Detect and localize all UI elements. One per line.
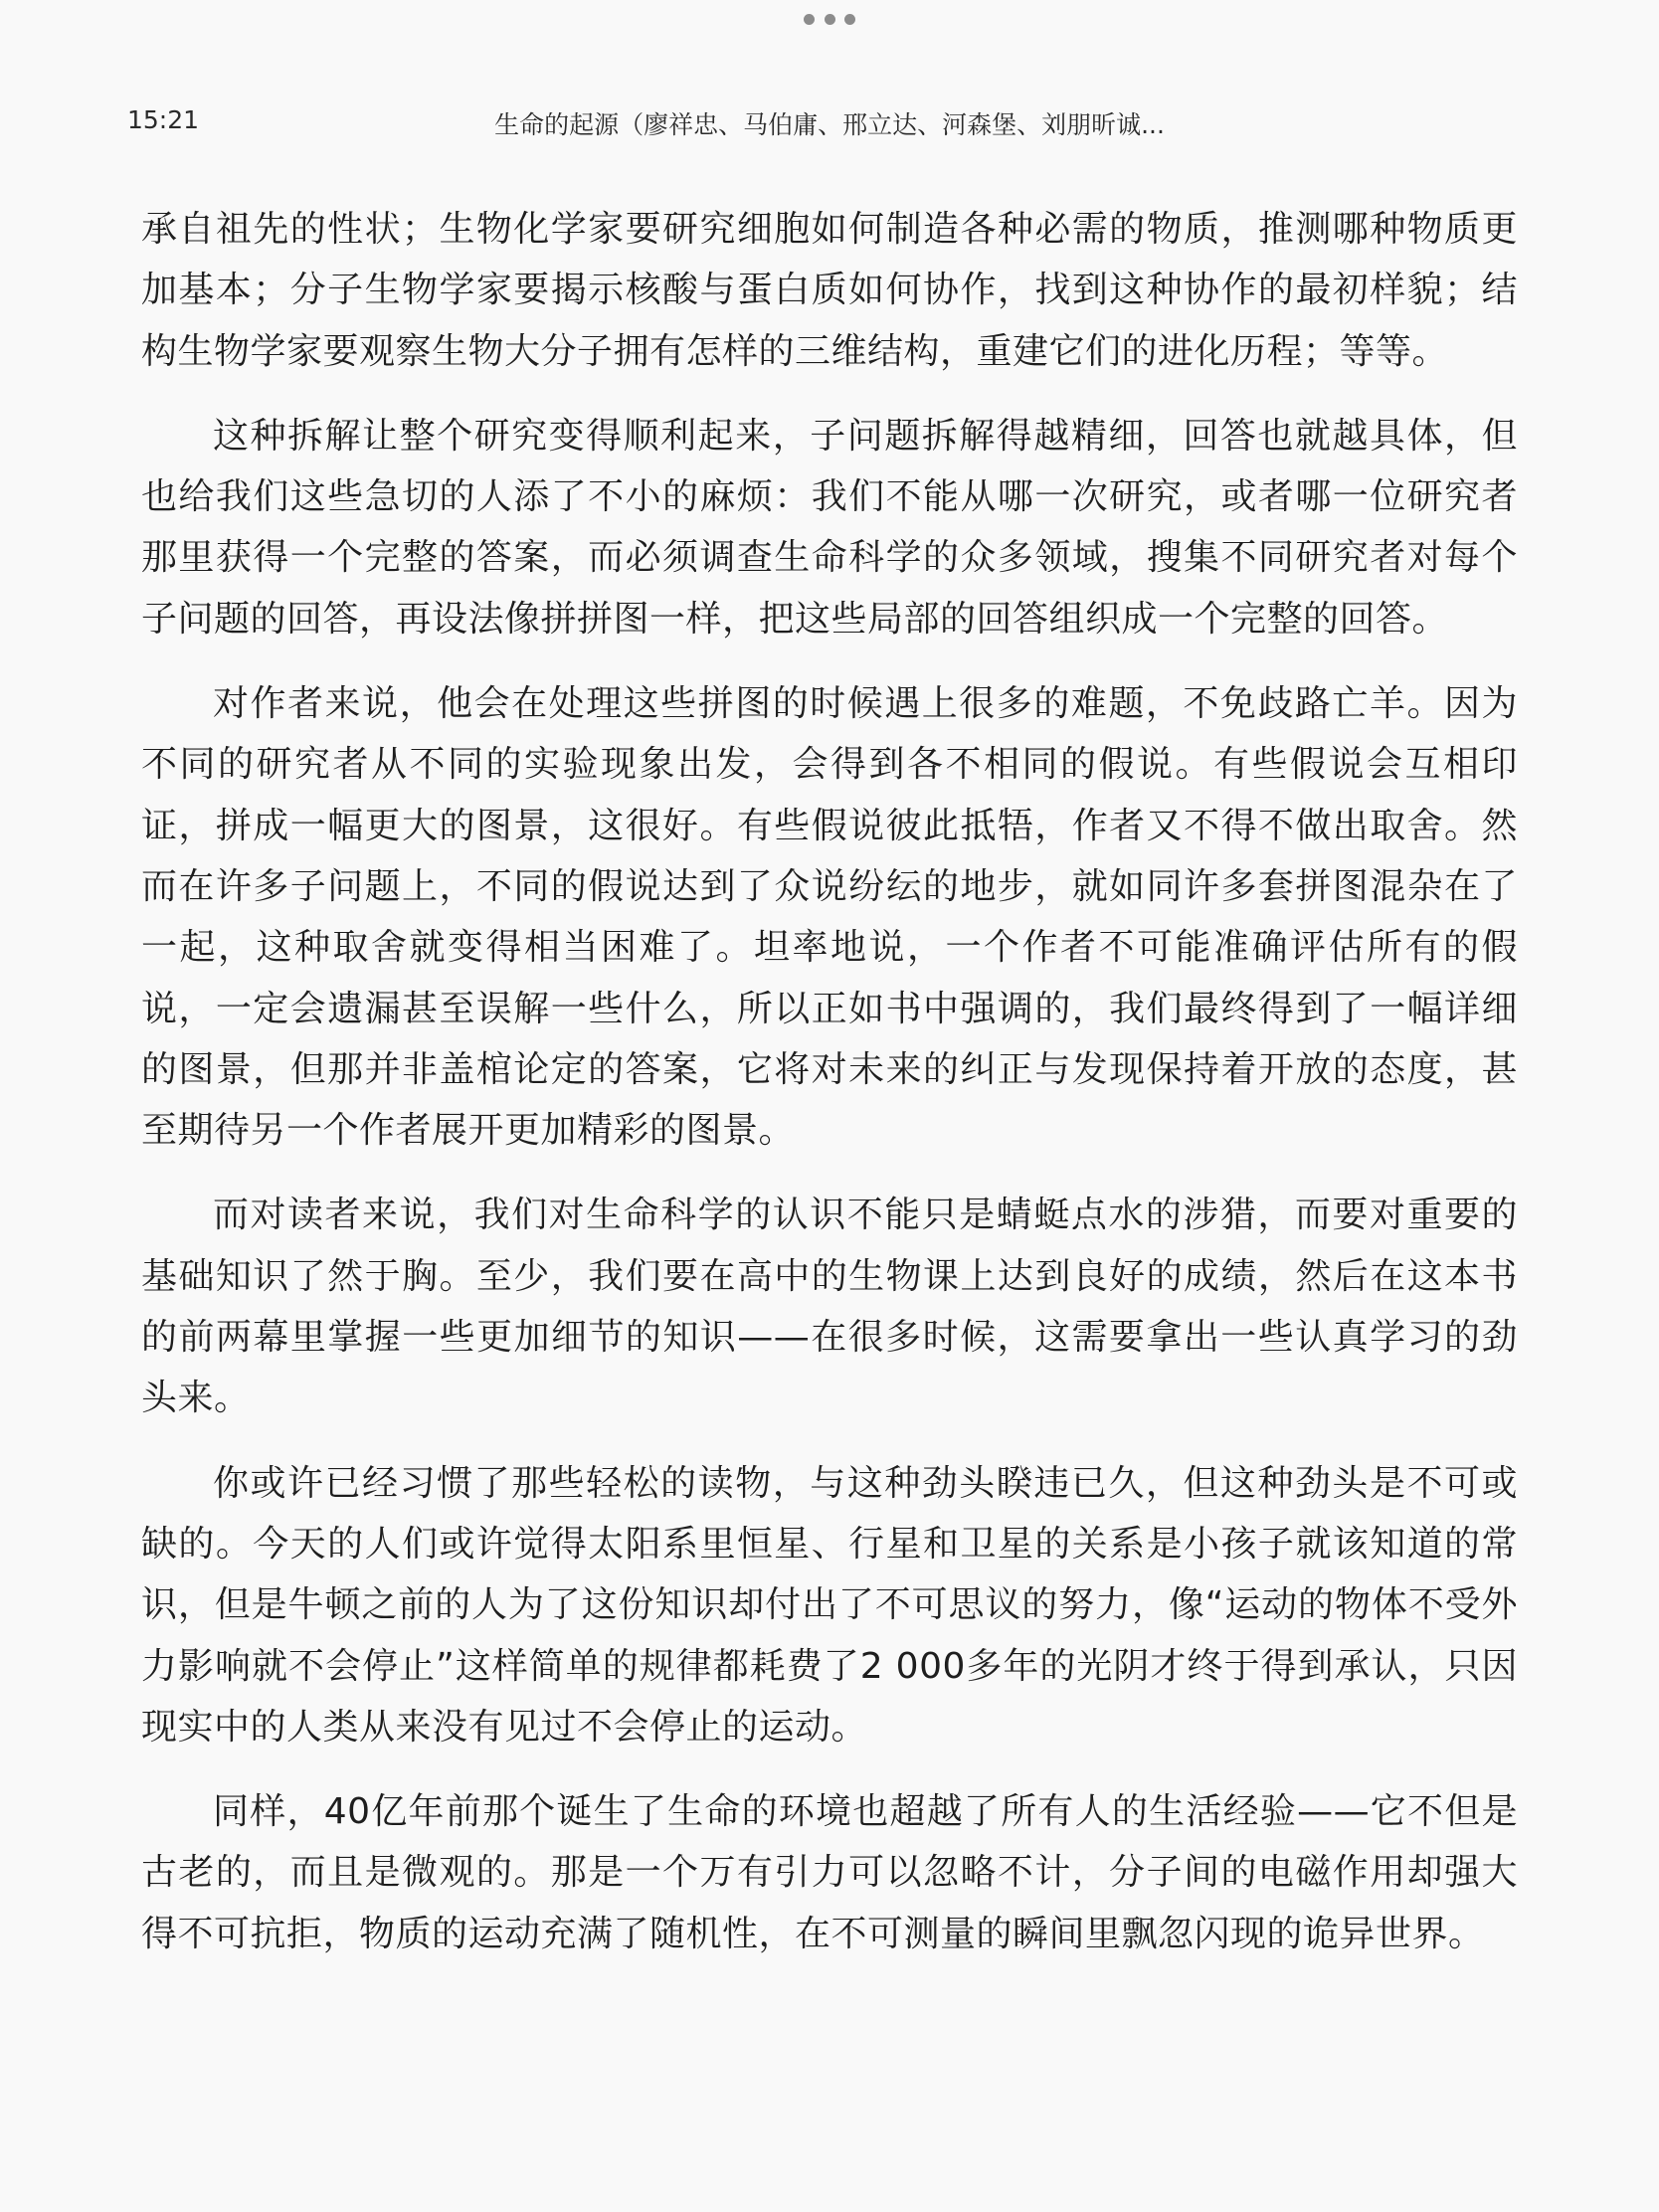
- multitasking-dots-icon[interactable]: [804, 12, 855, 26]
- paragraph: 这种拆解让整个研究变得顺利起来，子问题拆解得越精细，回答也就越具体，但也给我们这些急切的人添了不小的麻烦：我们不能从哪一次研究，或者哪一位研究者那里获得一个完整的答案，而必须调查生命科学的众多领域，搜集不同研究者对每个子问题的回答，再设法像拼拼图一样，把这些局部的回答组织成一个完整的回答。: [141, 415, 1518, 640]
- paragraph: 对作者来说，他会在处理这些拼图的时候遇上很多的难题，不免歧路亡羊。因为不同的研究者从不同的实验现象出发，会得到各不相同的假说。有些假说会互相印证，拼成一幅更大的图景，这很好。有些假说彼此抵牾，作者又不得不做出取舍。然而在许多子问题上，不同的假说达到了众说纷纭的地步，就如同许多套拼图混杂在了一起，这种取舍就变得相当困难了。坦率地说，一个作者不可能准确评估所有的假说，一定会遗漏甚至误解一些什么，所以正如书中强调的，我们最终得到了一幅详细的图景，但那并非盖棺论定的答案，它将对未来的纠正与发现保持着开放的态度，甚至期待另一个作者展开更加精彩的图景。: [141, 683, 1518, 1152]
- paragraph: 承自祖先的性状；生物化学家要研究细胞如何制造各种必需的物质，推测哪种物质更加基本；分子生物学家要揭示核酸与蛋白质如何协作，找到这种协作的最初样貌；结构生物学家要观察生物大分子拥有怎样的三维结构，重建它们的进化历程；等等。: [141, 209, 1518, 372]
- paragraph: 同样，40亿年前那个诞生了生命的环境也超越了所有人的生活经验——它不但是古老的，而且是微观的。那是一个万有引力可以忽略不计，分子间的电磁作用却强大得不可抗拒，物质的运动充满了随机性，在不可测量的瞬间里飘忽闪现的诡异世界。: [141, 1791, 1518, 1954]
- paragraph: 而对读者来说，我们对生命科学的认识不能只是蜻蜓点水的涉猎，而要对重要的基础知识了然于胸。至少，我们要在高中的生物课上达到良好的成绩，然后在这本书的前两幕里掌握一些更加细节的知识——在很多时候，这需要拿出一些认真学习的劲头来。: [141, 1195, 1518, 1419]
- book-title[interactable]: 生命的起源（廖祥忠、马伯庸、邢立达、河森堡、刘朋昕诚...: [494, 110, 1165, 139]
- reader-content[interactable]: [141, 199, 1518, 1988]
- dot-icon: [844, 14, 855, 25]
- status-time: 15:21: [127, 105, 200, 134]
- dot-icon: [804, 14, 815, 25]
- dot-icon: [825, 14, 835, 25]
- paragraph: 你或许已经习惯了那些轻松的读物，与这种劲头睽违已久，但这种劲头是不可或缺的。今天的人们或许觉得太阳系里恒星、行星和卫星的关系是小孩子就该知道的常识，但是牛顿之前的人为了这份知识却付出了不可思议的努力，像“运动的物体不受外力影响就不会停止”这样简单的规律都耗费了2 000多年的光阴才终于得到承认，只因现实中的人类从来没有见过不会停止的运动。: [141, 1462, 1518, 1748]
